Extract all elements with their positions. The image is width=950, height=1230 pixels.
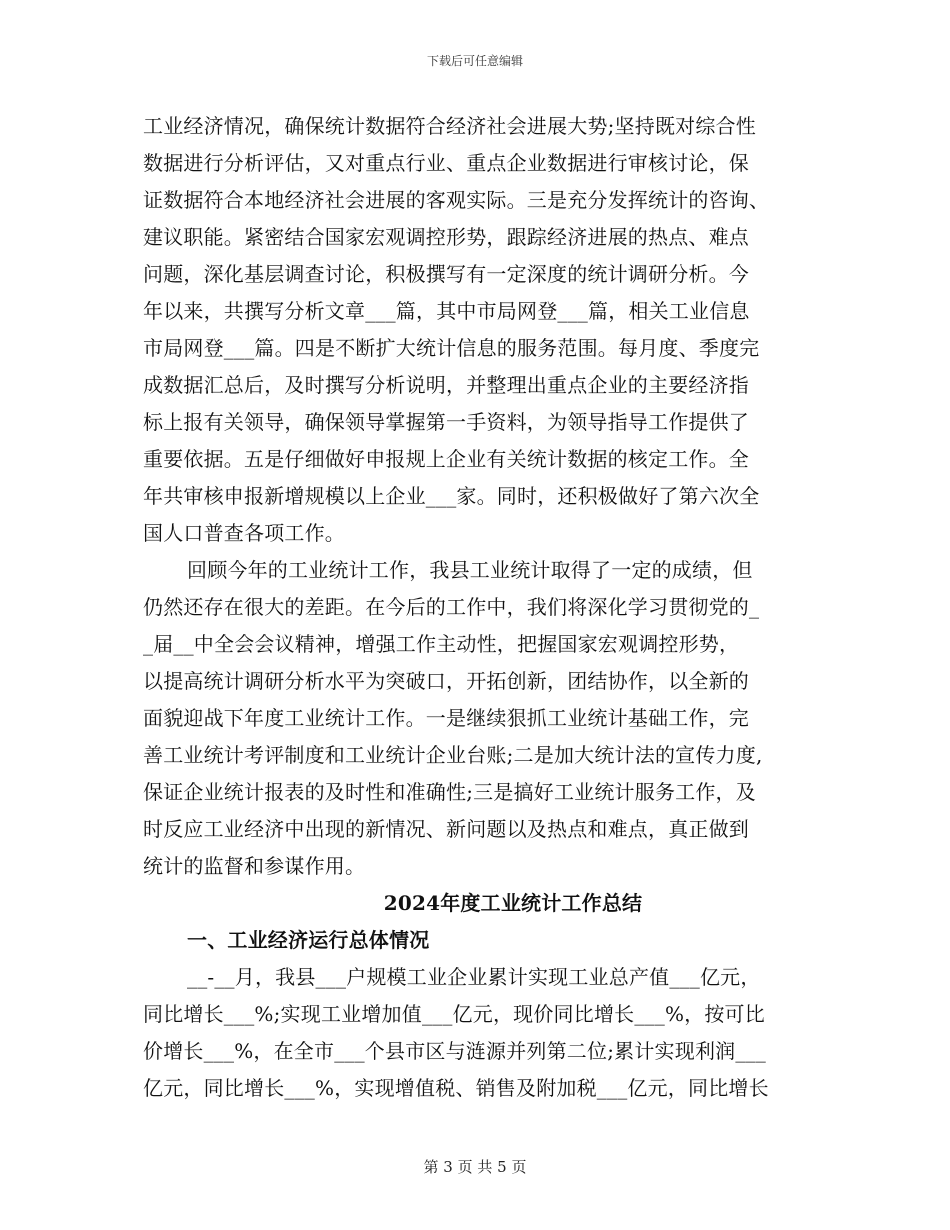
text-line: 数据进行分析评估，又对重点行业、重点企业数据进行审核讨论，保 (143, 151, 749, 175)
paragraph-3 (143, 959, 823, 1107)
text-line: 标上报有关领导，确保领导掌握第一手资料，为领导指导工作提供了 (143, 410, 749, 434)
text-line: 建议职能。紧密结合国家宏观调控形势，跟踪经济进展的热点、难点 (143, 225, 749, 249)
text-line: 面貌迎战下年度工业统计工作。一是继续狠抓工业统计基础工作，完 (143, 706, 749, 730)
text-line: 工业经济情况，确保统计数据符合经济社会进展大势;坚持既对综合性 (143, 114, 756, 138)
text-line: 市局网登___篇。四是不断扩大统计信息的服务范围。每月度、季度完 (143, 336, 760, 360)
text-line: 年共审核申报新增规模以上企业___家。同时，还积极做好了第六次全 (143, 484, 760, 508)
text-line: 回顾今年的工业统计工作，我县工业统计取得了一定的成绩，但 (187, 558, 753, 582)
text-line: 年以来，共撰写分析文章___篇，其中市局网登___篇，相关工业信息 (143, 299, 750, 323)
text-line: 统计的监督和参谋作用。 (143, 854, 366, 878)
text-line: 问题，深化基层调查讨论，积极撰写有一定深度的统计调研分析。今 (143, 262, 749, 286)
text-line: 价增长___%，在全市___个县市区与涟源并列第二位;累计实现利润___ (143, 1039, 766, 1063)
text-line: 善工业统计考评制度和工业统计企业台账;二是加大统计法的宣传力度, (143, 743, 763, 767)
text-line: 重要依据。五是仔细做好申报规上企业有关统计数据的核定工作。全 (143, 447, 749, 471)
page-header: 下载后可任意编辑 (426, 54, 523, 68)
paragraph-2 (143, 552, 823, 885)
text-line: 证数据符合本地经济社会进展的客观实际。三是充分发挥统计的咨询、 (143, 188, 770, 212)
text-line: 保证企业统计报表的及时性和准确性;三是搞好工业统计服务工作，及 (143, 780, 756, 804)
page-footer: 第 3 页 共 5 页 (423, 1158, 527, 1176)
text-line: 同比增长___%;实现工业增加值___亿元，现价同比增长___%，按可比 (143, 1002, 765, 1026)
document-body (143, 108, 823, 1107)
text-line: _届__中全会会议精神，增强工作主动性，把握国家宏观调控形势， (143, 632, 740, 656)
text-line: 仍然还存在很大的差距。在今后的工作中，我们将深化学习贯彻党的_ (143, 595, 760, 619)
text-line: 成数据汇总后，及时撰写分析说明，并整理出重点企业的主要经济指 (143, 373, 749, 397)
section-heading: 一、工业经济运行总体情况 (187, 928, 430, 952)
paragraph-1 (143, 108, 823, 552)
text-line: 时反应工业经济中出现的新情况、新问题以及热点和难点，真正做到 (143, 817, 749, 841)
text-line: 国人口普查各项工作。 (143, 521, 345, 545)
document-title: 2024年度工业统计工作总结 (383, 891, 643, 915)
text-line: 以提高统计调研分析水平为突破口，开拓创新，团结协作，以全新的 (143, 669, 749, 693)
text-line: __-__月，我县___户规模工业企业累计实现工业总产值___亿元， (187, 965, 761, 989)
text-line: 亿元，同比增长___%，实现增值税、销售及附加税___亿元，同比增长 (143, 1076, 769, 1100)
